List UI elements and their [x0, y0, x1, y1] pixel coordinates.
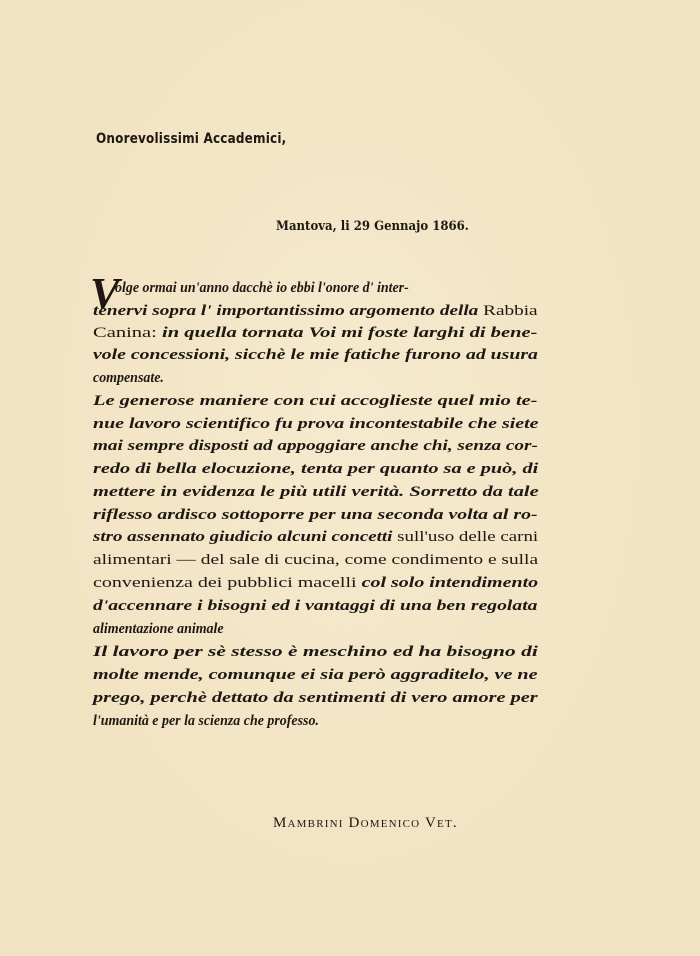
- roman-text: sull'uso delle carni: [397, 529, 539, 545]
- italic-text: tenervi sopra l' importantissimo argomento della: [93, 303, 484, 319]
- italic-text: redo di bella elocuzione, tenta per quanto sa e può, di: [93, 461, 539, 477]
- italic-text: prego, perchè dettato da sentimenti di vero amore per: [93, 690, 538, 706]
- text-line: [93, 618, 224, 640]
- text-line: [93, 664, 538, 686]
- text-line: [93, 595, 537, 617]
- roman-text: Canina:: [93, 325, 163, 341]
- roman-text: alimentari — del sale di cucina, come condimento e sulla: [93, 552, 539, 568]
- text-line: [115, 277, 409, 299]
- text-line: [93, 344, 538, 366]
- italic-text: stro assennato giudicio alcuni concetti: [93, 529, 398, 545]
- italic-text: Il lavoro per sè stesso è meschino ed ha bisogno di: [93, 644, 538, 660]
- text-line: [93, 687, 538, 709]
- italic-text: d'accennare i bisogni ed i vantaggi di una ben regolata: [93, 598, 538, 614]
- italic-text: compensate.: [93, 370, 164, 386]
- drop-cap: V: [90, 269, 120, 318]
- italic-text: alimentazione animale: [93, 621, 224, 637]
- signature: Mambrini Domenico Vet.: [273, 815, 458, 831]
- text-line: [93, 390, 537, 412]
- italic-text: l'umanità e per la scienza che professo.: [93, 713, 319, 729]
- italic-text: Le generose maniere con cui accoglieste quel mio te-: [93, 393, 538, 409]
- italic-text: col solo intendimento: [361, 575, 539, 591]
- italic-text: molte mende, comunque ei sia però aggraditelo, ve ne: [93, 667, 538, 683]
- text-line: [93, 710, 319, 732]
- italic-text: mettere in evidenza le più utili verità. Sorretto da tale: [93, 484, 539, 500]
- roman-text: Rabbia: [483, 303, 538, 319]
- text-line: [93, 367, 164, 389]
- italic-text: in quella tornata Voi mi foste larghi di bene-: [162, 325, 538, 341]
- text-line: [93, 300, 538, 322]
- italic-text: mai sempre disposti ad appoggiare anche chi, senza cor-: [93, 438, 538, 454]
- dateline: Mantova, li 29 Gennajo 1866.: [276, 219, 469, 234]
- italic-text: vole concessioni, sicchè le mie fatiche furono ad usura: [93, 347, 538, 363]
- italic-text: olge ormai un'anno dacchè io ebbi l'onore d' inter-: [115, 280, 409, 296]
- text-line: [93, 641, 538, 663]
- salutation: Onorevolissimi Accademici,: [96, 131, 287, 147]
- text-line: [93, 435, 538, 457]
- text-line: [93, 549, 538, 571]
- roman-text: convenienza dei pubblici macelli: [93, 575, 362, 591]
- text-line: [93, 526, 538, 548]
- text-line: [93, 481, 539, 503]
- italic-text: nue lavoro scientifico fu prova incontestabile che siete: [93, 416, 539, 432]
- text-line: [93, 413, 539, 435]
- text-line: [93, 322, 537, 344]
- italic-text: riflesso ardisco sottoporre per una seconda volta al ro-: [93, 507, 538, 523]
- text-line: [93, 572, 538, 594]
- text-line: [93, 504, 538, 526]
- text-line: [93, 458, 538, 480]
